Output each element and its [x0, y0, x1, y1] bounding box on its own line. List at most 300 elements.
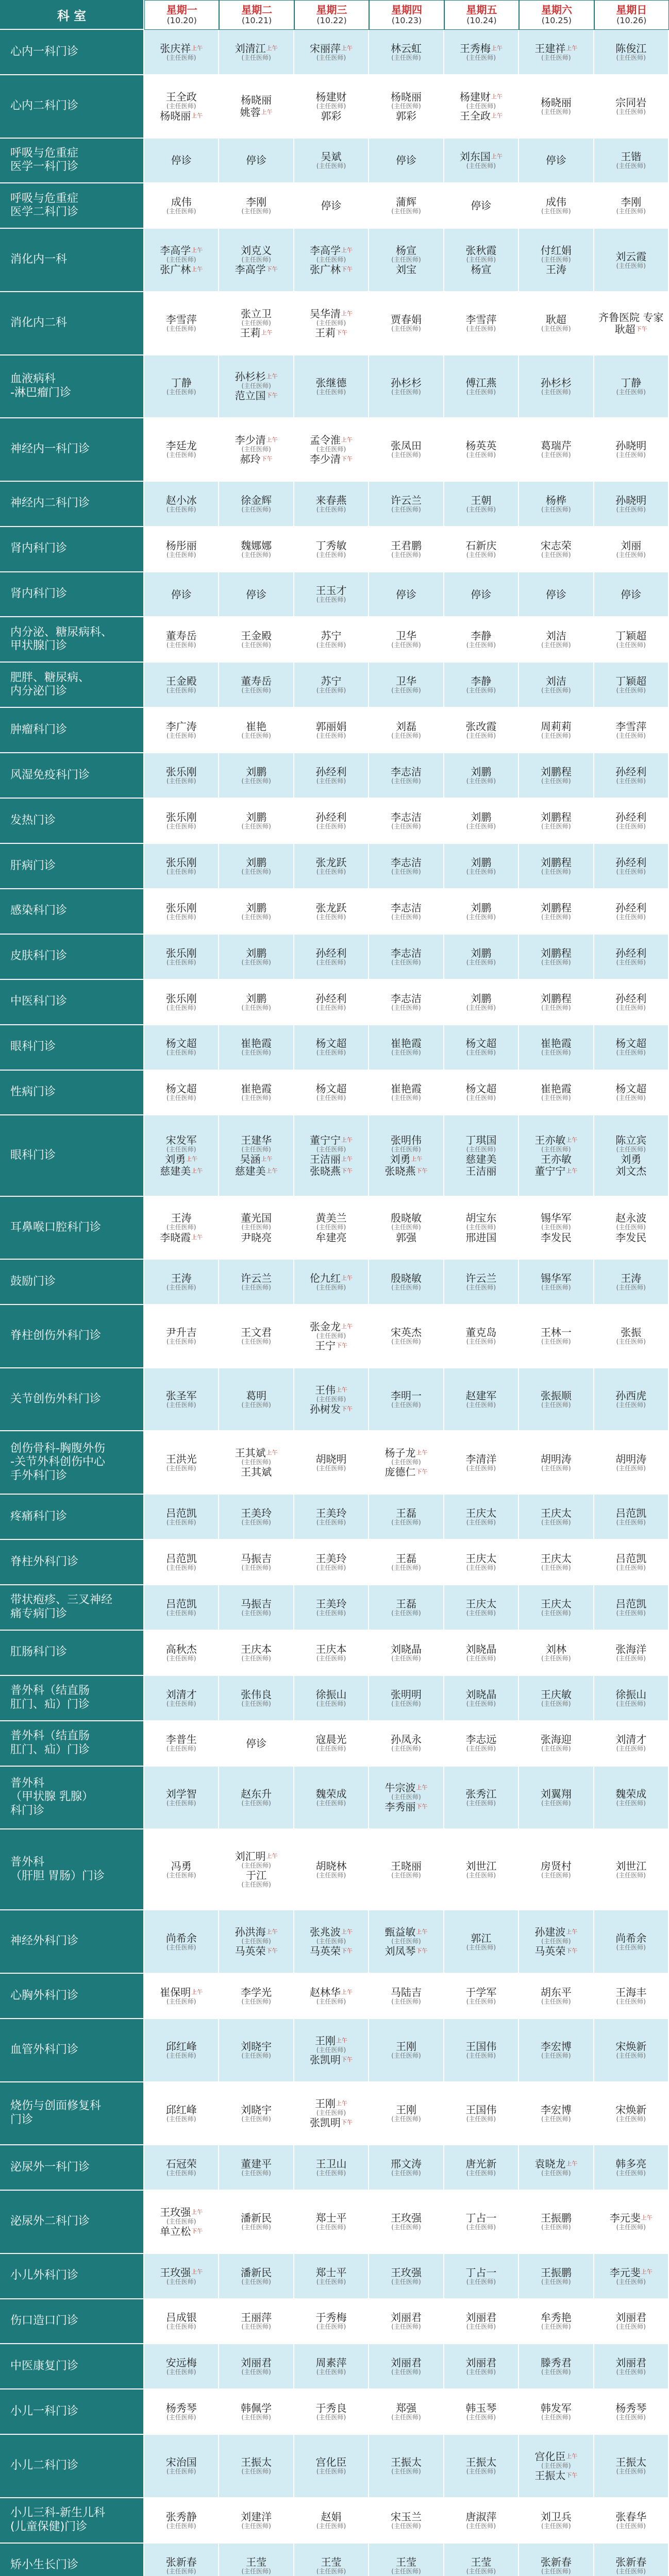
schedule-cell [444, 2145, 519, 2191]
doctor-name: 刘鹏程 [540, 856, 572, 869]
schedule-cell [144, 183, 219, 229]
dept-name: 普外科 （肝胆 胃肠）门诊 [0, 1829, 144, 1910]
doctor-title: (主任医师) [241, 1284, 271, 1292]
doctor-name: 王振太 [241, 2456, 272, 2469]
doctor-entry [316, 1038, 347, 1049]
doctor-name: 吕成银 [165, 2311, 197, 2324]
doctor-title: (主任医师) [391, 102, 421, 110]
doctor-entry [391, 1083, 422, 1094]
doctor-entry [160, 2207, 203, 2218]
doctor-name: 刘东国 [459, 150, 491, 163]
schedule-cell [369, 1767, 444, 1830]
doctor-title: (主任医师) [391, 1609, 421, 1617]
doctor-entry [241, 2041, 272, 2052]
schedule-cell [519, 1305, 594, 1368]
doctor-entry [171, 1860, 192, 1872]
doctor-entry [615, 902, 646, 913]
doctor-name: 孙洪海 [235, 1926, 266, 1939]
doctor-entry [615, 1689, 646, 1700]
doctor-entry [615, 1788, 646, 1800]
doctor-name: 苏宁 [321, 630, 342, 642]
doctor-entry [316, 1083, 347, 1094]
doctor-name: 王锴 [621, 150, 642, 163]
doctor-name: 李清洋 [465, 1452, 497, 1465]
day-date: (10.23) [391, 15, 422, 26]
schedule-cell [594, 1115, 669, 1196]
doctor-name: 杨文超 [465, 1037, 497, 1050]
doctor-entry [465, 2357, 496, 2368]
doctor-entry [465, 1212, 496, 1224]
doctor-name: 杨英英 [465, 439, 497, 452]
schedule-cell [594, 1495, 669, 1540]
doctor-entry [621, 1273, 641, 1284]
doctor-name: 董宁宁 [310, 1133, 341, 1146]
doctor-name: 王振太 [465, 2456, 497, 2469]
doctor-entry [310, 264, 353, 275]
doctor-title: (主任医师) [466, 1700, 496, 1707]
doctor-name: 吕范凯 [165, 1552, 197, 1565]
shift-tag: 下午 [416, 1803, 428, 1810]
doctor-entry [316, 377, 347, 388]
doctor-name: 傅江燕 [465, 376, 497, 389]
schedule-cell [144, 75, 219, 139]
schedule-cell [369, 2544, 444, 2576]
schedule-cell [444, 708, 519, 753]
doctor-entry [241, 1212, 272, 1224]
doctor-name: 王亦敏 [540, 1153, 572, 1166]
day-name: 星期六 [541, 4, 572, 16]
schedule-cell [519, 1115, 594, 1196]
doctor-title: (主任医师) [166, 732, 196, 740]
dept-name: 肛肠科门诊 [0, 1631, 144, 1676]
doctor-title: (主任医师) [466, 325, 496, 333]
schedule-cell [294, 1115, 369, 1196]
doctor-title: (主任医师) [391, 388, 421, 396]
doctor-title: (主任医师) [166, 822, 196, 830]
dept-name: 发热门诊 [0, 799, 144, 844]
schedule-cell [294, 1260, 369, 1305]
doctor-entry [246, 2556, 266, 2568]
schedule-cell [219, 1829, 294, 1910]
doctor-entry [541, 857, 572, 868]
doctor-title: (主任医师) [241, 2224, 271, 2231]
schedule-cell [594, 1721, 669, 1767]
doctor-title: (主任医师) [166, 1049, 196, 1057]
doctor-entry [465, 314, 496, 325]
doctor-title: (主任医师) [316, 732, 346, 740]
schedule-cell [219, 1305, 294, 1368]
doctor-entry [615, 2556, 646, 2568]
doctor-entry [391, 2267, 422, 2278]
doctor-title: (主任医师) [616, 2052, 646, 2060]
doctor-entry [235, 264, 278, 275]
doctor-title: (主任医师) [241, 1654, 271, 1662]
doctor-entry [321, 675, 342, 687]
doctor-entry [171, 196, 192, 208]
doctor-title: (主任医师) [391, 2368, 421, 2376]
doctor-name: 王庆太 [465, 1597, 497, 1610]
doctor-name: 宋丽萍 [310, 42, 341, 55]
doctor-name: 孙杉杉 [390, 376, 422, 389]
doctor-entry [615, 1390, 646, 1401]
doctor-title: (主任医师) [466, 1401, 496, 1409]
doctor-name: 张海洋 [615, 1642, 647, 1655]
doctor-title: (主任医师) [241, 822, 271, 830]
doctor-title: (主任医师) [616, 1004, 646, 1011]
schedule-cell [444, 1071, 519, 1116]
schedule-cell [294, 1495, 369, 1540]
doctor-title: (主任医师) [466, 1654, 496, 1662]
doctor-title: (主任医师) [241, 54, 271, 61]
doctor-name: 单立松 [160, 2225, 191, 2238]
doctor-entry [316, 1860, 347, 1872]
doctor-entry [615, 1553, 646, 1564]
shift-tag: 上午 [641, 2268, 653, 2276]
doctor-name: 刘清才 [615, 1733, 647, 1746]
doctor-entry [160, 1987, 203, 1998]
doctor-entry [465, 2312, 496, 2323]
schedule-cell [369, 1431, 444, 1495]
doctor-name: 崔艳霞 [241, 1082, 272, 1095]
doctor-entry [316, 1453, 347, 1465]
day-name: 星期五 [466, 4, 497, 16]
doctor-entry [396, 110, 416, 122]
doctor-name: 张秋霞 [465, 244, 497, 257]
doctor-title: (主任医师) [316, 1094, 346, 1102]
doctor-entry [166, 811, 197, 823]
doctor-entry [465, 1788, 496, 1800]
dept-name: 呼吸与危重症 医学二科门诊 [0, 183, 144, 229]
doctor-title: (主任医师) [391, 325, 421, 333]
schedule-cell [369, 355, 444, 419]
doctor-name: 王亦敏 [534, 1133, 566, 1146]
doctor-name: 刘鹏 [471, 810, 492, 823]
schedule-cell [594, 2191, 669, 2254]
doctor-title: (主任医师) [316, 1938, 346, 1945]
doctor-name: 杨秀琴 [615, 2402, 647, 2415]
doctor-entry [160, 110, 203, 122]
doctor-name: 贾春娟 [390, 313, 422, 326]
dept-name: 血液病科 -淋巴瘤门诊 [0, 355, 144, 419]
doctor-entry [315, 1384, 347, 1396]
doctor-name: 停诊 [395, 154, 416, 167]
shift-tag: 上午 [411, 1156, 423, 1163]
doctor-title: (主任医师) [316, 256, 346, 264]
doctor-title: (主任医师) [391, 208, 421, 215]
doctor-name: 杨文超 [615, 1082, 647, 1095]
doctor-title: (主任医师) [616, 958, 646, 966]
doctor-entry [310, 1321, 353, 1332]
schedule-cell [369, 292, 444, 355]
schedule-cell [594, 1585, 669, 1631]
doctor-entry [465, 1232, 496, 1243]
schedule-cell [444, 1676, 519, 1721]
dept-name: 眼科门诊 [0, 1025, 144, 1071]
doctor-entry [241, 540, 272, 551]
shift-tag: 上午 [566, 2452, 578, 2460]
shift-tag: 上午 [341, 1928, 353, 1936]
doctor-title: (主任医师) [391, 822, 421, 830]
schedule-cell [294, 2389, 369, 2435]
shift-tag: 上午 [491, 93, 503, 100]
doctor-entry [471, 902, 491, 913]
doctor-name: 韩佩学 [241, 2402, 272, 2415]
doctor-entry [316, 721, 347, 732]
doctor-entry [534, 2470, 577, 2481]
doctor-entry [471, 811, 491, 823]
dept-name: 肝病门诊 [0, 844, 144, 889]
doctor-name: 李学光 [241, 1986, 272, 1998]
doctor-title: (主任医师) [391, 641, 421, 649]
doctor-entry [541, 2357, 572, 2368]
doctor-entry [246, 155, 266, 166]
doctor-name: 郑强 [395, 2402, 416, 2415]
dept-name: 风湿免疫科门诊 [0, 753, 144, 799]
doctor-title: (主任医师) [616, 1094, 646, 1102]
doctor-name: 李高学 [310, 244, 341, 257]
doctor-title: (主任医师) [241, 2278, 271, 2285]
doctor-name: 杨宣 [395, 244, 416, 257]
doctor-name: 王伟 [315, 1383, 336, 1396]
doctor-title: (主任医师) [316, 1997, 346, 2005]
doctor-entry [465, 1165, 496, 1177]
doctor-entry [310, 1273, 353, 1284]
doctor-name: 刘世江 [465, 1859, 497, 1872]
doctor-title: (主任医师) [166, 1609, 196, 1617]
schedule-cell [519, 1431, 594, 1495]
doctor-title: (主任医师) [466, 1943, 496, 1951]
doctor-entry [615, 1987, 646, 1998]
doctor-entry [621, 589, 641, 600]
doctor-title: (主任医师) [316, 1871, 346, 1879]
schedule-cell [594, 1025, 669, 1071]
schedule-cell [219, 1631, 294, 1676]
shift-tag: 下午 [566, 2472, 578, 2479]
doctor-name: 慈建美 [160, 1165, 191, 1178]
shift-tag: 上午 [191, 1167, 203, 1175]
schedule-cell [594, 1368, 669, 1432]
doctor-entry [241, 1987, 272, 1998]
schedule-cell [594, 2498, 669, 2544]
doctor-entry [316, 1734, 347, 1745]
schedule-cell [219, 572, 294, 618]
doctor-title: (主任医师) [466, 1799, 496, 1807]
doctor-name: 邢进国 [465, 1231, 497, 1244]
doctor-title: (主任医师) [616, 2278, 646, 2285]
doctor-title: (主任医师) [541, 687, 571, 694]
doctor-name: 周素萍 [315, 2357, 347, 2369]
doctor-name: 郭彩 [321, 109, 342, 122]
doctor-title: (主任医师) [316, 1464, 346, 1472]
doctor-name: 崔保明 [160, 1986, 191, 1998]
doctor-name: 宫化臣 [315, 2456, 347, 2469]
schedule-cell [519, 2389, 594, 2435]
doctor-name: 许云兰 [465, 1272, 497, 1285]
doctor-name: 李志洁 [390, 810, 422, 823]
doctor-title: (主任医师) [166, 551, 196, 558]
shift-tag: 下午 [416, 1947, 428, 1955]
day-date: (10.25) [541, 15, 572, 26]
doctor-name: 刘鹏 [246, 946, 267, 959]
doctor-entry [240, 107, 273, 118]
doctor-title: (主任医师) [616, 2468, 646, 2476]
doctor-title: (主任医师) [166, 777, 196, 785]
day-name: 星期日 [616, 4, 647, 16]
doctor-name: 刘丽君 [615, 2311, 647, 2324]
shift-tag: 上午 [566, 1136, 578, 1143]
doctor-name: 杨彤丽 [165, 539, 197, 552]
doctor-title: (主任医师) [316, 1049, 346, 1057]
day-name: 星期二 [241, 4, 273, 16]
doctor-title: (主任医师) [616, 1745, 646, 1753]
doctor-entry [391, 1860, 422, 1872]
doctor-name: 停诊 [171, 588, 192, 601]
doctor-entry [621, 1327, 641, 1338]
doctor-name: 停诊 [246, 588, 267, 601]
doctor-entry [166, 1643, 197, 1655]
doctor-entry [166, 857, 197, 868]
schedule-cell [444, 1115, 519, 1196]
doctor-entry [465, 1734, 496, 1745]
schedule-cell [519, 844, 594, 889]
doctor-title: (主任医师) [616, 732, 646, 740]
doctor-name: 赵林华 [310, 1986, 341, 1998]
doctor-title: (主任医师) [541, 388, 571, 396]
shift-tag: 上午 [341, 1136, 353, 1143]
doctor-title: (主任医师) [466, 1518, 496, 1526]
doctor-entry [391, 857, 422, 868]
doctor-entry [541, 2041, 572, 2052]
dept-name: 肿瘤科门诊 [0, 708, 144, 753]
doctor-title: (主任医师) [616, 2414, 646, 2421]
schedule-cell [594, 1974, 669, 2019]
schedule-cell [519, 292, 594, 355]
doctor-entry [615, 2041, 646, 2052]
schedule-cell [444, 2544, 519, 2576]
schedule-cell [519, 753, 594, 799]
day-header [219, 0, 294, 30]
schedule-cell [294, 2145, 369, 2191]
doctor-name: 卫华 [395, 630, 416, 642]
doctor-name: 刘洁 [545, 630, 566, 642]
doctor-entry [615, 1598, 646, 1609]
doctor-name: 孙建波 [534, 1926, 566, 1939]
doctor-name: 杨文超 [315, 1037, 347, 1050]
doctor-entry [166, 630, 197, 641]
doctor-name: 潘新民 [241, 2212, 272, 2225]
doctor-name: 刘宝 [395, 263, 416, 276]
doctor-entry [241, 2402, 272, 2414]
schedule-cell [369, 527, 444, 572]
schedule-cell [369, 2498, 444, 2544]
schedule-cell [444, 75, 519, 139]
shift-tag: 上午 [341, 1323, 353, 1330]
shift-tag: 下午 [191, 2227, 203, 2234]
doctor-title: (主任医师) [316, 1395, 346, 1403]
schedule-cell [369, 2191, 444, 2254]
doctor-name: 张龙跃 [315, 901, 347, 914]
doctor-entry [316, 2267, 347, 2278]
schedule-cell [219, 2145, 294, 2191]
doctor-name: 停诊 [471, 588, 492, 601]
doctor-name: 寇晨光 [315, 1733, 347, 1746]
doctor-entry [615, 766, 646, 777]
doctor-title: (主任医师) [241, 2567, 271, 2575]
schedule-cell [369, 1305, 444, 1368]
doctor-title: (主任医师) [616, 1224, 646, 1231]
day-date: (10.20) [166, 15, 197, 26]
schedule-cell [369, 2299, 444, 2345]
doctor-title: (主任医师) [241, 2170, 271, 2177]
doctor-name: 董光国 [241, 1212, 272, 1225]
doctor-entry [541, 1453, 572, 1465]
schedule-cell [519, 139, 594, 184]
doctor-title: (主任医师) [166, 641, 196, 649]
doctor-name: 孙经利 [615, 810, 647, 823]
doctor-entry [171, 589, 192, 600]
schedule-cell [294, 1974, 369, 2019]
doctor-entry [241, 2511, 272, 2522]
doctor-entry [541, 2267, 572, 2278]
doctor-entry [465, 1327, 496, 1338]
schedule-cell [294, 75, 369, 139]
day-date: (10.21) [241, 15, 272, 26]
doctor-title: (主任医师) [466, 2323, 496, 2331]
doctor-name: 董寿岳 [241, 675, 272, 688]
doctor-title: (主任医师) [391, 551, 421, 558]
schedule-cell [519, 708, 594, 753]
doctor-name: 冯勇 [171, 1859, 192, 1872]
shift-tag: 上午 [491, 44, 503, 52]
shift-tag: 上午 [491, 112, 503, 119]
doctor-title: (主任医师) [616, 1700, 646, 1707]
schedule-cell [219, 355, 294, 419]
dept-name: 小儿外科门诊 [0, 2254, 144, 2299]
shift-tag: 上午 [261, 329, 273, 336]
doctor-name: 吕范凯 [615, 1552, 647, 1565]
doctor-entry [465, 245, 496, 256]
schedule-cell [594, 527, 669, 572]
doctor-name: 张明明 [390, 1688, 422, 1701]
doctor-entry [241, 675, 272, 687]
doctor-title: (主任医师) [466, 641, 496, 649]
doctor-entry [166, 1134, 197, 1146]
schedule-cell [519, 482, 594, 527]
doctor-name: 李少清 [310, 453, 341, 466]
schedule-cell [519, 527, 594, 572]
doctor-name: 牟秀艳 [540, 2311, 572, 2324]
doctor-entry [621, 196, 641, 208]
doctor-name: 宋发军 [165, 1133, 197, 1146]
doctor-name: 李宏博 [540, 2040, 572, 2053]
doctor-title: (主任医师) [616, 2368, 646, 2376]
doctor-entry [460, 43, 503, 54]
doctor-title: (主任医师) [241, 868, 271, 875]
doctor-title: (主任医师) [541, 505, 571, 513]
doctor-entry [465, 1390, 496, 1401]
doctor-title: (主任医师) [241, 1518, 271, 1526]
schedule-cell [219, 1368, 294, 1432]
schedule-cell [294, 1631, 369, 1676]
doctor-title: (主任医师) [541, 2115, 571, 2123]
doctor-title: (主任医师) [166, 1518, 196, 1526]
doctor-entry [315, 2035, 347, 2046]
schedule-cell [294, 1197, 369, 1260]
doctor-name: 王建华 [241, 1133, 272, 1146]
doctor-name: 杨建财 [315, 90, 347, 103]
doctor-title: (主任医师) [616, 388, 646, 396]
schedule-cell [519, 572, 594, 618]
